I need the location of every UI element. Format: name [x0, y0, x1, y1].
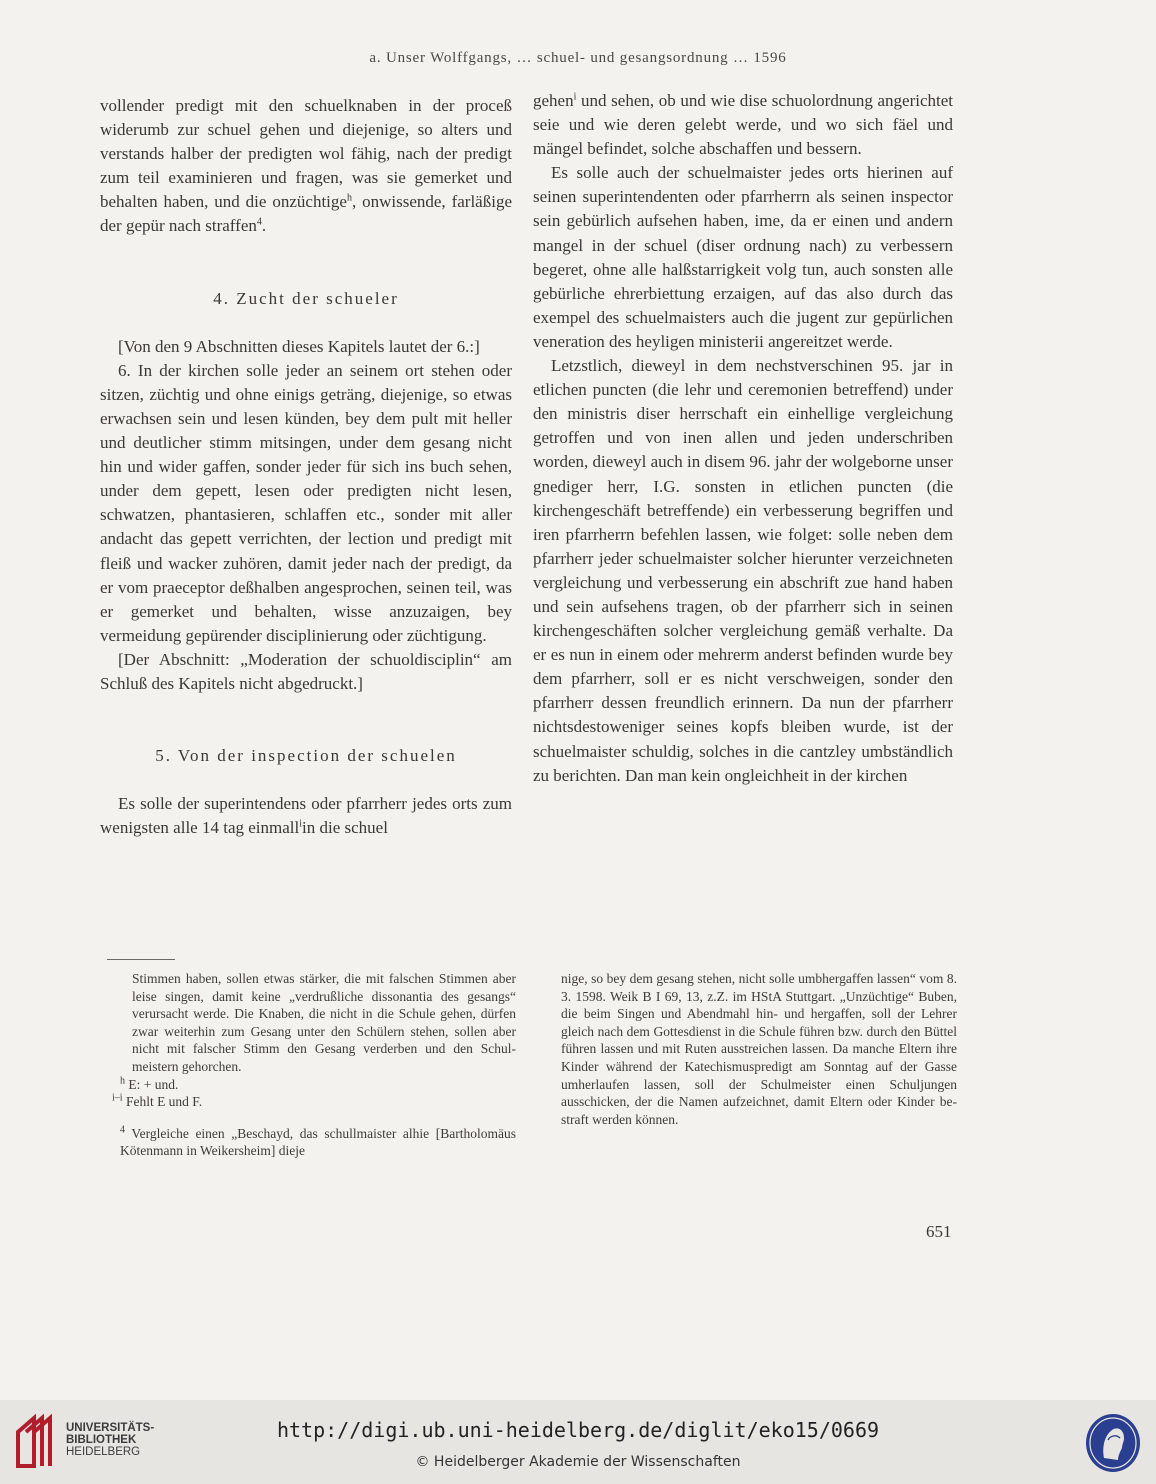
left-paragraph-1: vollender predigt mit den schuelknaben in der proceß widerumb zur schuel gehen und diejenige, so alters und verstands halber der predigten wol fähig, nach der predigt zum teil examinieren und fragen, was sie gemerket und behalten haben, und die onzüchtige$^h$, onwissende, farläßige der gepür nach straffen$^4$.	[100, 96, 512, 236]
section-heading-4: 4. Zucht der schueler	[213, 288, 399, 308]
copyright-notice: © Heidelberger Akademie der Wissenschaften	[415, 1454, 741, 1470]
footnotes-right	[561, 970, 957, 1128]
right-paragraph-1: gehen$^i$ und sehen, ob und wie dise schuolordnung angerichtet seie und wie deren gelebt werde, und wo sich fäel und mängel befindet, solche abschaffen und bessern.	[533, 91, 953, 159]
viewer-footer	[0, 1400, 1156, 1484]
footnote-i: $^{i-i}$ Fehlt E und F.	[112, 1092, 203, 1110]
running-head: a. Unser Wolffgangs, … schuel- und gesangsordnung … 1596	[369, 50, 787, 66]
left-column	[100, 94, 512, 840]
left-paragraph-3: 6. In der kirchen solle jeder an seinem ort stehen oder sitzen, züchtig und ohne einigs geträng, diejenige, so etwas erwachsen sein und lesen künden, bey dem pult mit heller und deutlicher stimm mitsingen, under dem gesang nicht hin und wider gaffen, sonder jeder für sich ins buch sehen, under dem gepett, lesen oder predigten nicht lesen, schwatzen, phantasieren, schlaffen etc., sonder mit aller andacht das gepett verrichten, der lection und predigt mit fleiß und wacker zuhören, damit jeder nach der predigt, da er vom praeceptor deßhalben angesprochen, seinen teil, was er gemerket und behalten, wisse anzuzaigen, bey vermeidung gepürender disciplinierung oder züchtigung.	[100, 360, 512, 645]
library-name[interactable]: UNIVERSITÄTS- BIBLIOTHEK HEIDELBERG	[66, 1422, 155, 1458]
left-paragraph-5: Es solle der superintendens oder pfarrherr jedes orts zum wenigsten alle 14 tag einmall$^i$in die schuel	[100, 794, 512, 838]
footnote-4: $^4$ Vergleiche einen „Beschayd, das schullmaister alhie [Bartholomäus Kötenmann in Weikersheim] dieje	[120, 1124, 516, 1159]
academy-seal-icon[interactable]	[1084, 1412, 1142, 1474]
page-number: 651	[926, 1222, 952, 1241]
left-paragraph-2: [Von den 9 Abschnitten dieses Kapitels lautet der 6.:]	[118, 336, 480, 356]
right-paragraph-3: Letzstlich, dieweyl in dem nechstverschinen 95. jar in etlichen puncten (die lehr und ceremonien betreffend) under den ministris diser herrschaft ein einhellige vergleichung getroffen und von inen allen und jeden underschriben worden, dieweyl auch in disem 96. jahr der wolgeborne unser gnediger herr, I.G. sonsten in etlichen puncten (die kirchengeschäft betreffende) ein verbesserung begriffen und iren pfarrherrn befehlen lassen, wie folget: solle neben dem pfarrherr jeder schuelmaister solcher hierunter verzeichneten vergleichung und verbesserung ein abschrift zue hand haben und sein aufsehens tragen, ob der pfarrherr sich in seinen kirchengeschäften solcher vergleichung gemäß verhalte. Da er es nun in einem oder mehrerm anderst befinden wurde bey dem pfarrherr, soll er es nicht verschweigen, sonder den pfarrherr dessen freundlich erinnern. Da nun der pfarrherr nichtsdestoweniger seines kopfs bleiben wurde, ist der schuelmaister schuldig, solches in die cantzley umbständlich zu berichten. Dan man kein ongleichheit in der kirchen	[533, 356, 953, 785]
footnotes-left	[112, 970, 516, 1160]
right-paragraph-2: Es solle auch der schuelmaister jedes orts hierinen auf seinen superintendenten oder pfarrherrn als seinen inspector sein gebürlich aufsehen haben, ime, da er einen und andern mangel in der schuel (diser ordnung nach) zu verbessern begeret, ohne alle halßstarrigkeit volg tun, auch sonsten alle gebürliche ehrerbiettung erzaigen, auf das also durch das exempel des schuelmaisters auch die jugent zur gepürlichen veneration des heyligen ministerii angereitzet werde.	[533, 163, 953, 351]
footnote-4-continuation: nige, so bey dem gesang stehen, nicht solle umbhergaffen lassen“ vom 8. 3. 1598. Weik B I 69, 13, z.Z. im HStA Stuttgart. „Unzüchtige“ Buben, die beim Singen und Abendmahl hin- und hergaffen, soll der Lehrer gleich nach dem Gottesdienst in die Schule führen bzw. durch den Büttel führen lassen und mit Ruten ausstreichen lassen. Da manche Eltern ihre Kinder während der Katechismuspredigt am Sonntag auf der Gasse umherlaufen lassen, soll der Schulmeister einen Schuljungen ausschicken, der die Namen aufzeichnet, damit Eltern oder Kinder bestraft werden können.	[561, 971, 957, 1127]
footnote-continuation: Stimmen haben, sollen etwas stärker, die mit falschen Stimmen aber leise singen, damit keine „verdrußliche dissonantia des gesangs“ verursacht werde. Die Knaben, die nicht in die Schule gehen, dürfen zwar weiterhin zum Gesang unter den Schülern stehen, sollen aber nicht mit falscher Stimm den Gesang verderben und den Schulmeistern gehorchen.	[132, 971, 516, 1074]
left-paragraph-4: [Der Abschnitt: „Moderation der schuoldisciplin“ am Schluß des Kapitels nicht abgedruckt.]	[100, 649, 512, 693]
right-column	[533, 89, 953, 788]
footnote-h: $^h$ E: + und.	[120, 1075, 179, 1092]
permalink-url[interactable]: http://digi.ub.uni-heidelberg.de/diglit/eko15/0669	[276, 1418, 880, 1442]
footnote-rule	[107, 959, 175, 960]
section-heading-5: 5. Von der inspection der schuelen	[155, 746, 457, 766]
